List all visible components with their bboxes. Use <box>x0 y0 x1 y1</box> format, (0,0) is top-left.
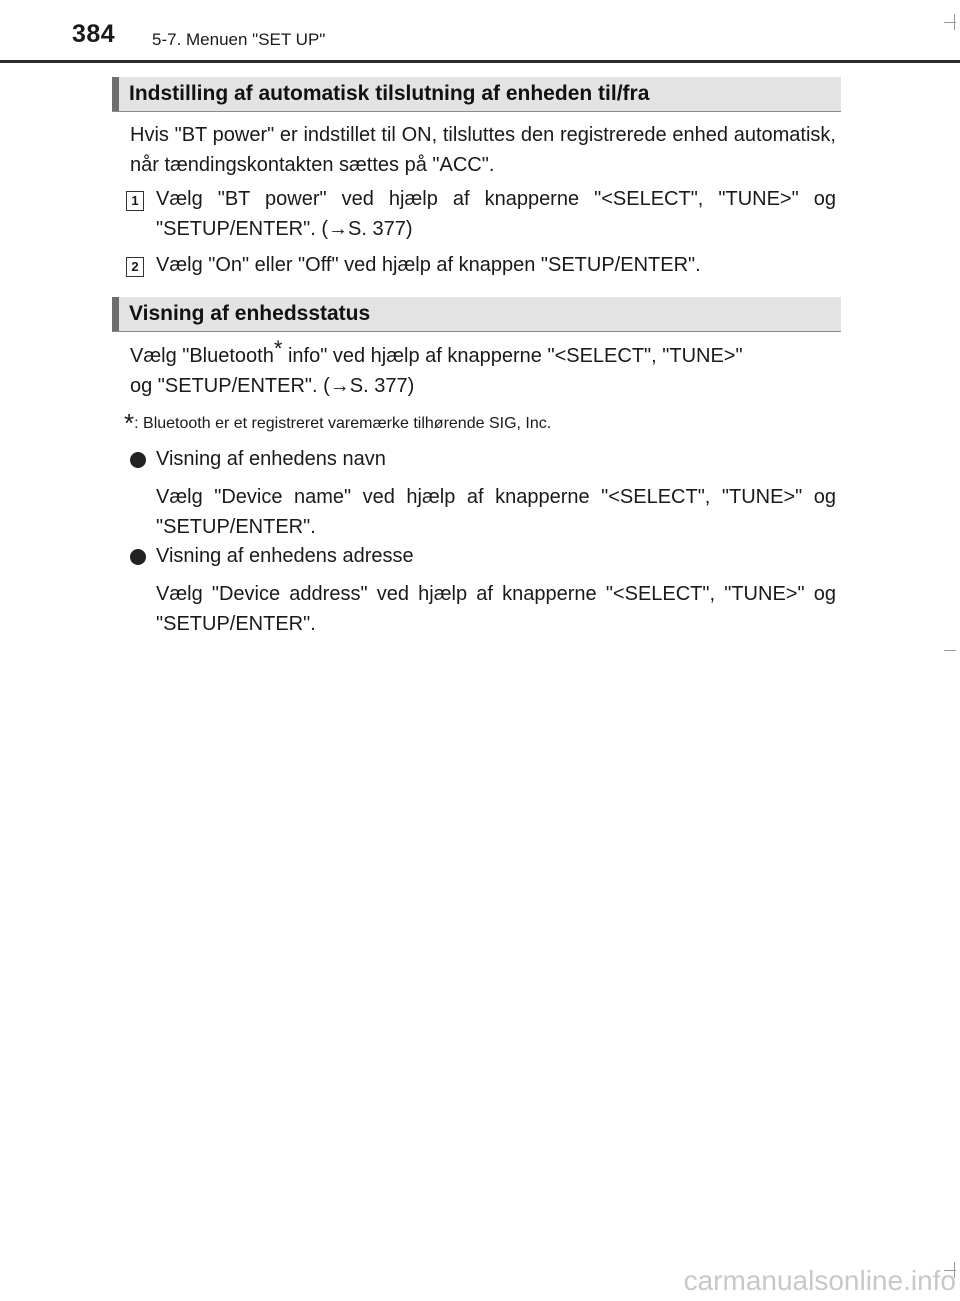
crop-mark <box>944 650 956 651</box>
section2-intro <box>130 336 836 401</box>
section-header-device-status <box>112 297 841 332</box>
step-number-2: 2 <box>126 257 144 277</box>
watermark: carmanualsonline.info <box>683 1265 956 1296</box>
step-number-1: 1 <box>126 191 144 211</box>
item-1-title: Visning af enhedens navn <box>156 448 386 470</box>
footnote-star: * <box>124 408 135 438</box>
item-1-text: Vælg "Device name" ved hjælp af knapperne "<SELECT", "TUNE>" og "SETUP/ENTER". <box>156 486 836 538</box>
section-title: Indstilling af automatisk tilslutning af enheden til/fra <box>129 82 650 105</box>
bullet-icon <box>130 452 146 468</box>
intro-text: Vælg "Bluetooth <box>130 345 274 367</box>
footnote-marker: * <box>273 336 283 361</box>
header-rule <box>0 60 960 63</box>
item-2-text: Vælg "Device address" ved hjælp af knapperne "<SELECT", "TUNE>" og "SETUP/ENTER". <box>156 583 836 635</box>
section-accent <box>112 297 119 331</box>
section1-intro: Hvis "BT power" er indstillet til ON, tilsluttes den registrerede enhed automatisk, når tændingskontakten sættes på "ACC". <box>130 124 836 176</box>
bullet-icon <box>130 549 146 565</box>
section-title: Visning af enhedsstatus <box>129 302 371 325</box>
footnote <box>124 408 551 439</box>
section-header-auto-connect <box>112 77 841 112</box>
chapter-title: 5-7. Menuen "SET UP" <box>152 30 326 49</box>
footnote-text: : Bluetooth er et registreret varemærke tilhørende SIG, Inc. <box>134 415 552 432</box>
step-1-text: Vælg "BT power" ved hjælp af knapperne "<SELECT", "TUNE>" og "SETUP/ENTER". (→S. 377) <box>156 188 836 240</box>
intro-text: info" ved hjælp af knapperne "<SELECT", "TUNE>" <box>282 345 743 367</box>
section-accent <box>112 77 119 111</box>
crop-mark <box>954 14 955 30</box>
intro-text: og "SETUP/ENTER". (→S. 377) <box>130 375 415 397</box>
page-number: 384 <box>72 20 116 48</box>
item-2-title: Visning af enhedens adresse <box>156 545 414 567</box>
step-2-text: Vælg "On" eller "Off" ved hjælp af knappen "SETUP/ENTER". <box>156 254 701 276</box>
